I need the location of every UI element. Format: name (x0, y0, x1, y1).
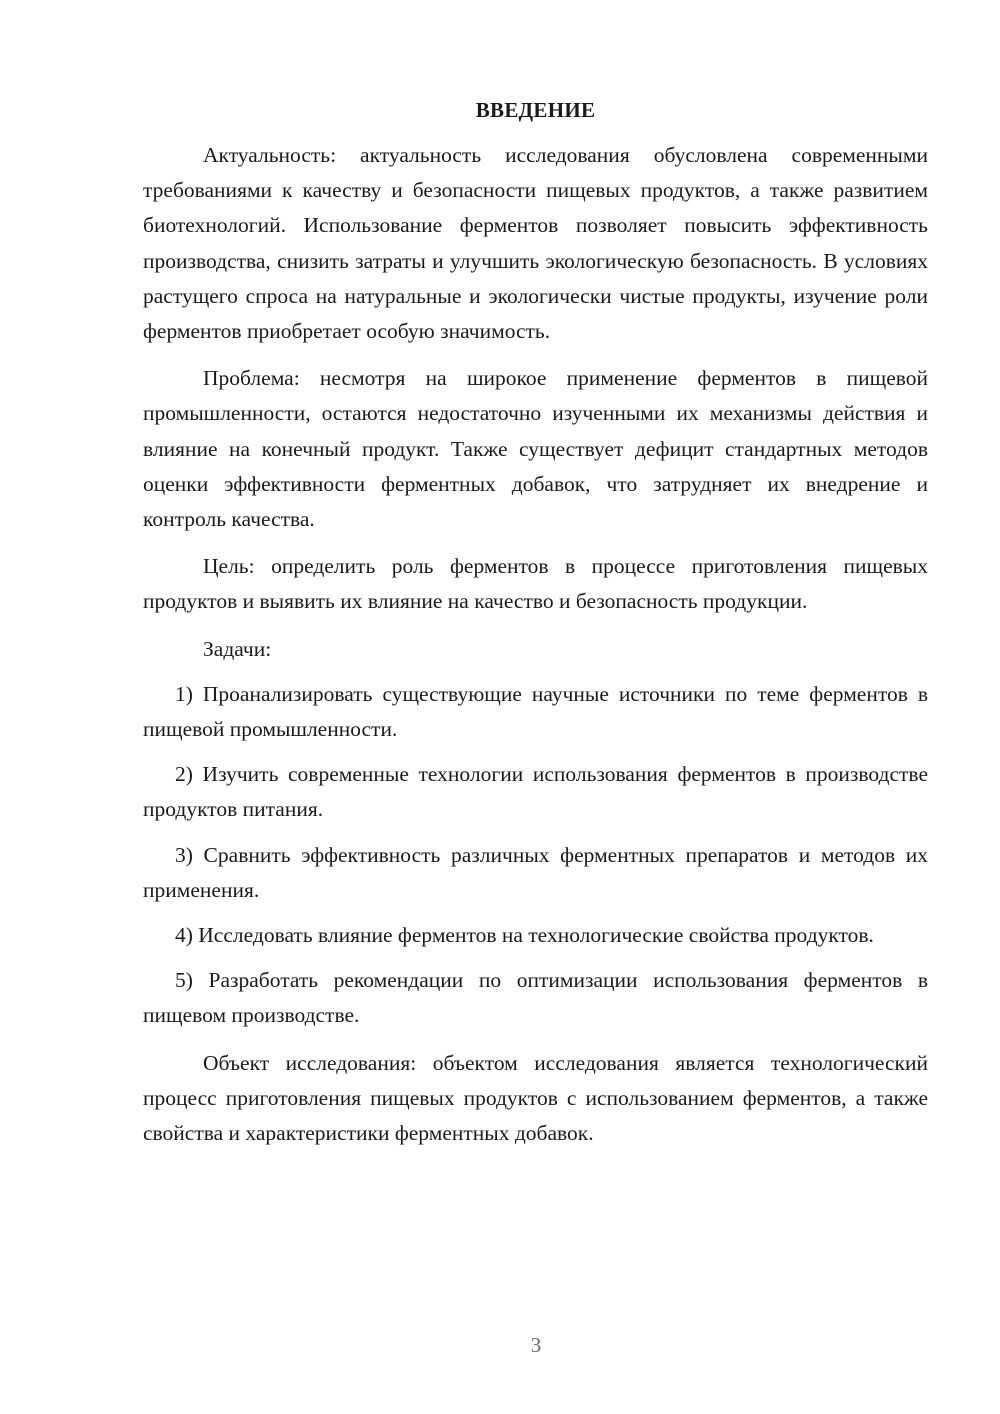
goal-paragraph: Цель: определить роль ферментов в процессе приготовления пищевых продуктов и выявить их влияние на качество и безопасность продукции. (143, 554, 928, 614)
task-item-2: 2) Изучить современные технологии использования ферментов в производстве продуктов питания. (143, 762, 928, 822)
problem-paragraph: Проблема: несмотря на широкое применение ферментов в пищевой промышленности, остаются недостаточно изученными их механизмы действия и влияние на конечный продукт. Также существует дефицит стандартных методов оценки эффективности ферментных добавок, что затрудняет их внедрение и контроль качества. (143, 366, 928, 532)
section-title: ВВЕДЕНИЕ (475, 98, 596, 122)
task-item-1: 1) Проанализировать существующие научные источники по теме ферментов в пищевой промышленности. (143, 681, 928, 742)
tasks-heading: Задачи: (203, 636, 272, 661)
tasks-list (143, 677, 928, 1034)
page-number: 3 (530, 1333, 542, 1357)
object-paragraph: Объект исследования: объектом исследования является технологический процесс приготовления пищевых продуктов с использованием ферментов, а также свойства и характеристики ферментных добавок. (143, 1050, 928, 1146)
relevance-paragraph: Актуальность: актуальность исследования обусловлена современными требованиями к качеству и безопасности пищевых продуктов, а также развитием биотехнологий. Использование ферментов позволяет повысить эффективность производства, снизить затраты и улучшить экологическую безопасность. В условиях растущего спроса на натуральные и экологически чистые продукты, изучение роли ферментов приобретает особую значимость. (143, 143, 928, 344)
task-item-4: 4) Исследовать влияние ферментов на технологические свойства продуктов. (175, 923, 874, 948)
task-item-5: 5) Разработать рекомендации по оптимизации использования ферментов в пищевом производстве. (143, 968, 928, 1028)
task-item-3: 3) Сравнить эффективность различных ферментных препаратов и методов их применения. (143, 842, 928, 902)
document-page (143, 95, 928, 1151)
